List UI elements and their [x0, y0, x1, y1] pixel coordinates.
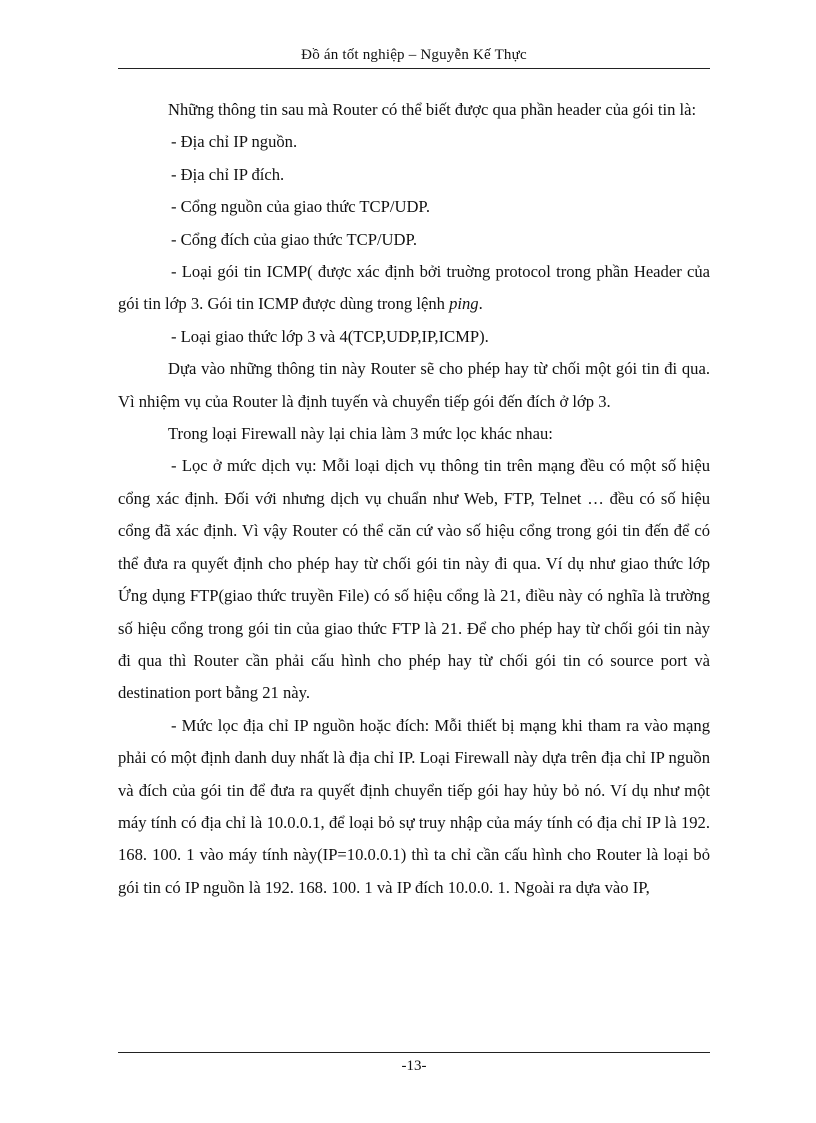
page-number: -13- — [401, 1058, 427, 1074]
header-divider — [118, 68, 710, 69]
body-paragraph: Dựa vào những thông tin này Router sẽ cho phép hay từ chối một gói tin đi qua. Vì nhiệm vụ của Router là định tuyến và chuyển tiếp gói đến đích ở lớp 3. — [118, 359, 710, 411]
page-header: Đồ án tốt nghiệp – Nguyễn Kế Thực — [301, 47, 527, 63]
service-filter-paragraph: - Lọc ở mức dịch vụ: Mỗi loại dịch vụ thông tin trên mạng đều có một số hiệu cổng xác định. Đối với nhưng dịch vụ chuẩn như Web, FTP, Telnet … đều có số hiệu cổng đã xác định. Vì vậy Router có thể căn cứ vào số hiệu cổng trong gói tin đến để có thể đưa ra quyết định cho phép hay từ chối gói tin này đi qua. Ví dụ như giao thức lớp Ứng dụng FTP(giao thức truyền File) có số hiệu cổng là 21, điều này có nghĩa là trường số hiệu cổng trong gói tin của giao thức FTP là 21. Để cho phép hay từ chối gói tin này đi qua thì Router cần phải cấu hình cho phép hay từ chối gói tin có source port và destination port bằng 21 này. — [118, 456, 710, 703]
list-item-icmp — [118, 256, 710, 321]
list-item: - Loại giao thức lớp 3 và 4(TCP,UDP,IP,ICMP). — [171, 326, 489, 346]
body-paragraph: Trong loại Firewall này lại chia làm 3 mức lọc khác nhau: — [168, 424, 553, 444]
icmp-period: . — [478, 294, 483, 314]
intro-paragraph: Những thông tin sau mà Router có thể biết được qua phần header của gói tin là: — [168, 100, 697, 119]
ping-command: ping — [449, 294, 479, 314]
list-item: - Cổng nguồn của giao thức TCP/UDP. — [171, 197, 430, 217]
ip-filter-paragraph: - Mức lọc địa chỉ IP nguồn hoặc đích: Mỗi thiết bị mạng khi tham ra vào mạng phải có một định danh duy nhất là địa chỉ IP. Loại Firewall này dựa trên địa chỉ IP nguồn và đích của gói tin để đưa ra quyết định chuyển tiếp gói hay hủy bỏ nó. Ví dụ như một máy tính có địa chỉ là 10.0.0.1, để loại bỏ sự truy nhập của máy tính có địa chỉ IP là 192. 168. 100. 1 vào máy tính này(IP=10.0.0.1) thì ta chỉ cần cấu hình cho Router là loại bỏ gói tin có IP nguồn là 192. 168. 100. 1 và IP đích 10.0.0. 1. Ngoài ra dựa vào IP, — [118, 715, 710, 897]
document-body — [118, 94, 710, 904]
list-item: - Địa chỉ IP nguồn. — [171, 132, 298, 152]
list-item: - Địa chỉ IP đích. — [171, 164, 285, 184]
footer-divider — [118, 1052, 710, 1053]
icmp-text: - Loại gói tin ICMP( được xác định bởi truờng protocol trong phần Header của gói tin lớp 3. Gói tin ICMP được dùng trong lệnh — [118, 262, 710, 314]
list-item: - Cổng đích của giao thức TCP/UDP. — [171, 229, 418, 249]
